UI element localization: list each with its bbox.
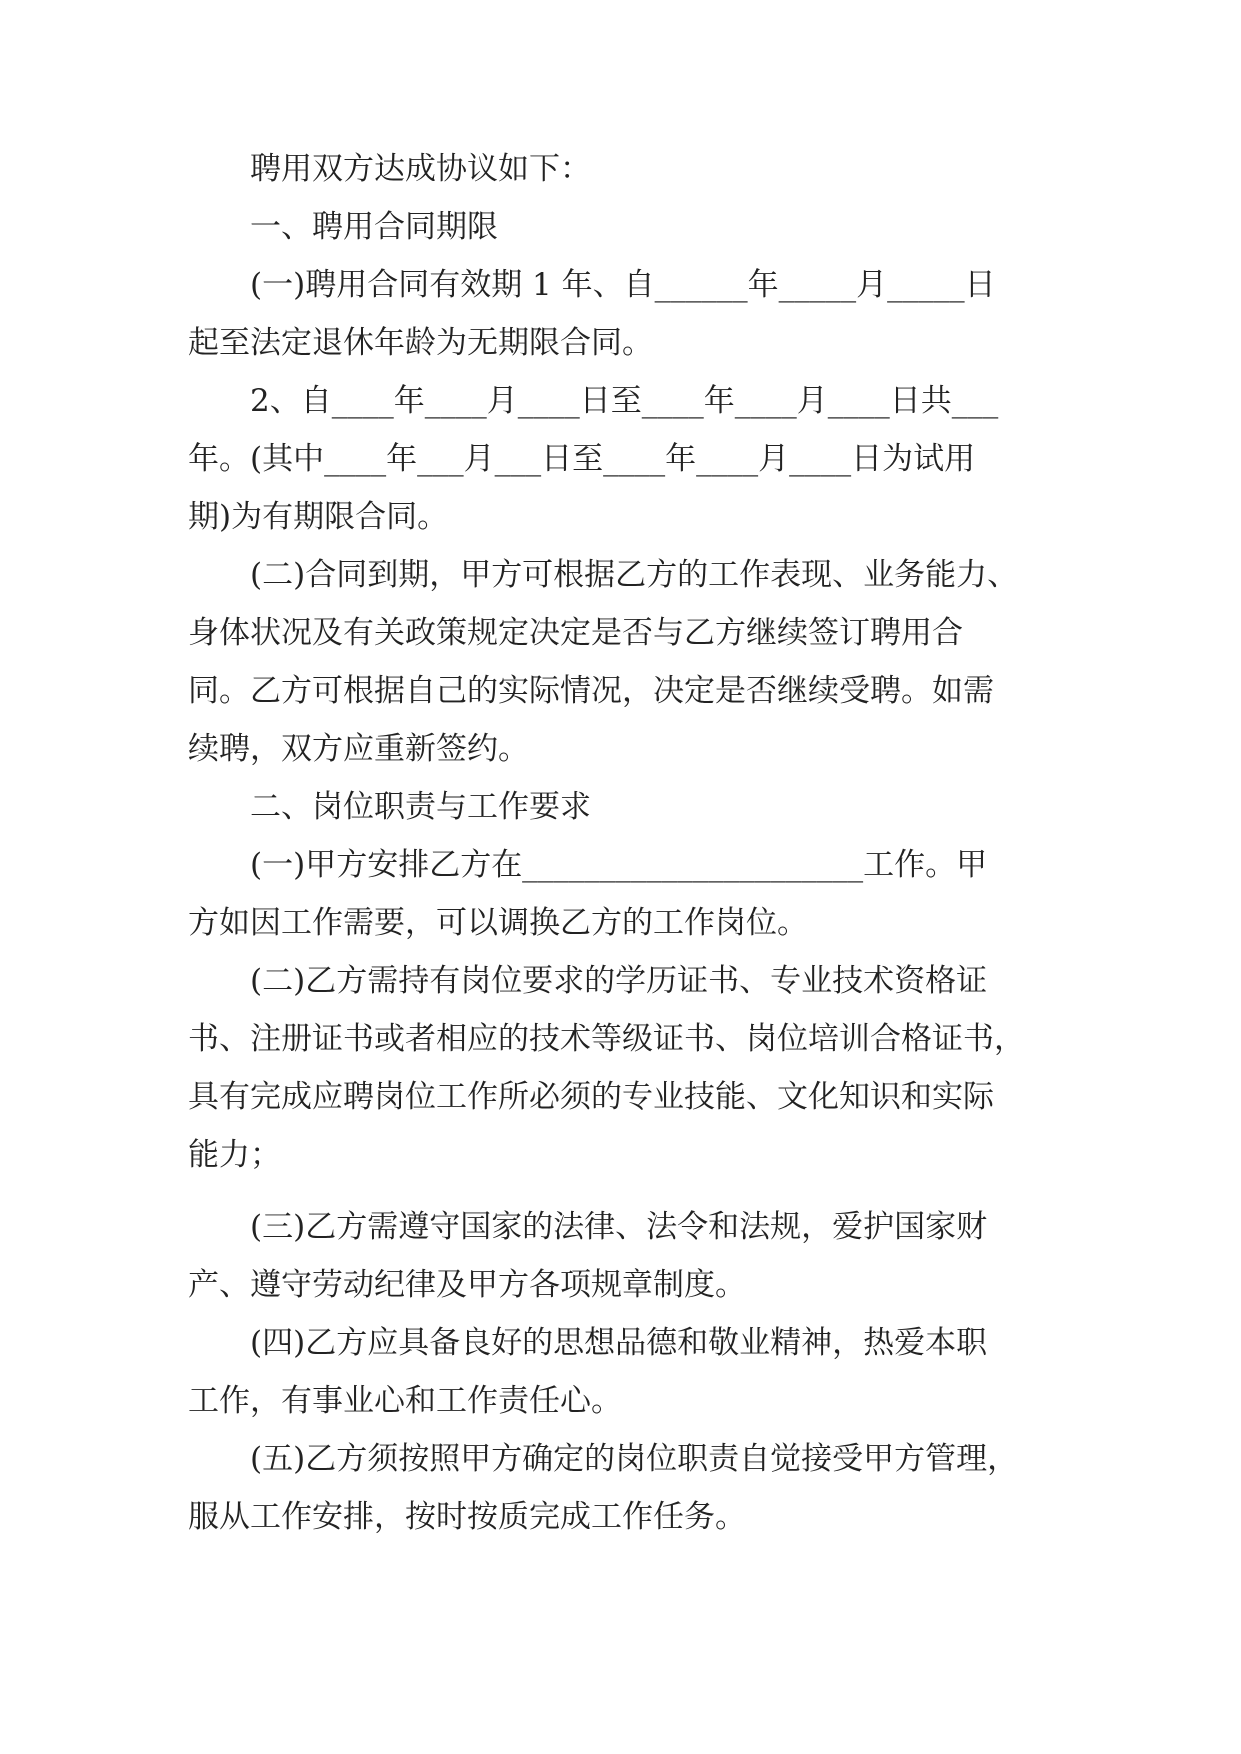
text-line: (二)合同到期，甲方可根据乙方的工作表现、业务能力、 xyxy=(188,557,1019,593)
section-heading-contract-term: 一、聘用合同期限 xyxy=(188,209,498,245)
text-line: 能力； xyxy=(188,1137,281,1173)
text-line: 书、注册证书或者相应的技术等级证书、岗位培训合格证书， xyxy=(188,1021,1025,1057)
text-line: 服从工作安排，按时按质完成工作任务。 xyxy=(188,1499,746,1535)
text-line: 同。乙方可根据自己的实际情况，决定是否继续受聘。如需 xyxy=(188,673,994,709)
text-line: 续聘，双方应重新签约。 xyxy=(188,731,529,767)
text-line: (五)乙方须按照甲方确定的岗位职责自觉接受甲方管理， xyxy=(188,1441,1019,1477)
text-line: 工作，有事业心和工作责任心。 xyxy=(188,1383,622,1419)
text-line: 年。(其中____年___月___日至____年____月____日为试用 xyxy=(188,441,976,477)
text-line: (二)乙方需持有岗位要求的学历证书、专业技术资格证 xyxy=(188,963,988,999)
section-heading-duties: 二、岗位职责与工作要求 xyxy=(188,789,591,825)
text-line: 具有完成应聘岗位工作所必须的专业技能、文化知识和实际 xyxy=(188,1079,994,1115)
paragraph-intro: 聘用双方达成协议如下： xyxy=(188,151,591,187)
text-line: (四)乙方应具备良好的思想品德和敬业精神，热爱本职 xyxy=(188,1325,988,1361)
text-line: 期)为有期限合同。 xyxy=(188,499,449,535)
text-line: 2、自____年____月____日至____年____月____日共___ xyxy=(188,383,999,419)
text-line: 方如因工作需要，可以调换乙方的工作岗位。 xyxy=(188,905,808,941)
text-line: 起至法定退休年龄为无期限合同。 xyxy=(188,325,653,361)
text-line: 产、遵守劳动纪律及甲方各项规章制度。 xyxy=(188,1267,746,1303)
text-line: 身体状况及有关政策规定决定是否与乙方继续签订聘用合 xyxy=(188,615,963,651)
text-line: (一)甲方安排乙方在______________________工作。甲 xyxy=(188,847,988,883)
text-line: (三)乙方需遵守国家的法律、法令和法规，爱护国家财 xyxy=(188,1209,988,1245)
text-line: (一)聘用合同有效期 1 年、自______年_____月_____日 xyxy=(188,267,996,303)
